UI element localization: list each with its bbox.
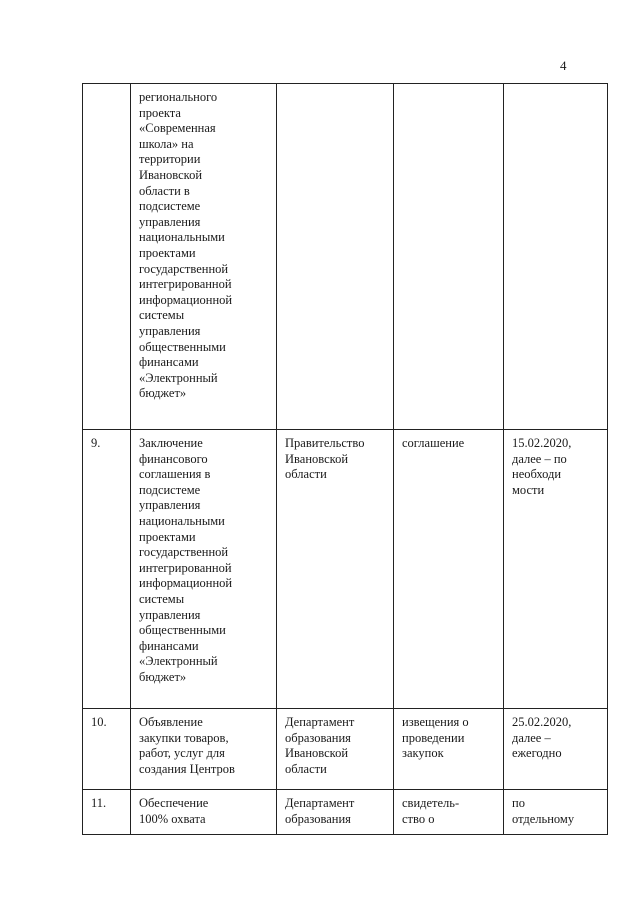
deadline-cell: [504, 84, 608, 430]
page-number: 4: [560, 58, 567, 73]
deadline-text: 15.02.2020, далее – по необходи мости: [512, 436, 572, 497]
document-cell: [394, 709, 504, 790]
deadline-cell: [504, 430, 608, 709]
table-row: [83, 84, 608, 430]
document-text: соглашение: [402, 436, 465, 450]
document-cell: [394, 790, 504, 835]
document-text: извещения о проведении закупок: [402, 715, 469, 761]
activity-text: Объявление закупки товаров, работ, услуг для создания Центров: [139, 715, 235, 776]
deadline-cell: [504, 709, 608, 790]
activity-text: Заключение финансового соглашения в подсистеме управления национальными проектами государственной интегрированной информационной системы управления общественными финансами «Электронный бюджет»: [139, 436, 233, 684]
responsible-cell: [277, 790, 394, 835]
document-text: свидетель- ство о: [402, 796, 460, 826]
document-cell: [394, 430, 504, 709]
row-number-cell: [83, 790, 131, 835]
table-row: [83, 430, 608, 709]
table-row: [83, 709, 608, 790]
deadline-cell: [504, 790, 608, 835]
responsible-cell: [277, 709, 394, 790]
row-number: 10.: [91, 715, 107, 729]
activity-cell: [131, 709, 277, 790]
row-number: 9.: [91, 436, 101, 450]
deadline-text: по отдельному: [512, 796, 575, 826]
responsible-cell: [277, 84, 394, 430]
activity-cell: [131, 84, 277, 430]
responsible-text: Правительство Ивановской области: [285, 436, 365, 482]
activity-cell: [131, 430, 277, 709]
responsible-text: Департамент образования: [285, 796, 355, 826]
responsible-cell: [277, 430, 394, 709]
activity-text: регионального проекта «Современная школа» на территории Ивановской области в подсистеме управления национальными проектами государственной интегрированной информационной системы управления общественными финансами «Электронный бюджет»: [139, 90, 233, 401]
responsible-text: Департамент образования Ивановской области: [285, 715, 355, 776]
plan-table: [82, 83, 608, 835]
row-number-cell: [83, 709, 131, 790]
activity-cell: [131, 790, 277, 835]
activity-text: Обеспечение 100% охвата: [139, 796, 209, 826]
table-row: [83, 790, 608, 835]
row-number: 11.: [91, 796, 107, 810]
row-number-cell: [83, 84, 131, 430]
deadline-text: 25.02.2020, далее – ежегодно: [512, 715, 572, 761]
row-number-cell: [83, 430, 131, 709]
document-cell: [394, 84, 504, 430]
